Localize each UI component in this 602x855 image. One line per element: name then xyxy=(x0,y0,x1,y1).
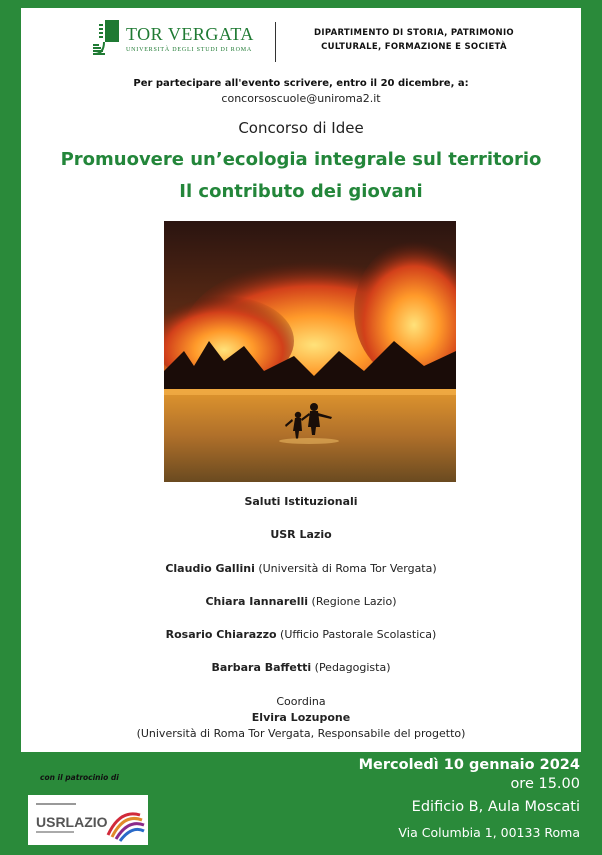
usr-lazio-label: USR Lazio xyxy=(270,528,332,541)
contest-label: Concorso di Idee xyxy=(238,119,364,137)
usr-logo-text: USRLAZIO xyxy=(36,814,108,830)
event-date: Mercoledì 10 gennaio 2024 xyxy=(358,757,580,773)
event-time: ore 15.00 xyxy=(510,776,580,792)
tor-vergata-logo-icon xyxy=(91,20,119,56)
university-name: TOR VERGATA xyxy=(126,24,254,44)
invite-text: Per partecipare all'evento scrivere, entro il 20 dicembre, a: xyxy=(133,78,469,89)
department-line-1: DIPARTIMENTO DI STORIA, PATRIMONIO xyxy=(314,28,514,38)
event-venue: Edificio B, Aula Moscati xyxy=(411,799,580,815)
speaker-3 xyxy=(21,628,581,641)
patronage-label: con il patrocinio di xyxy=(40,773,119,782)
usr-lazio-logo xyxy=(28,795,148,845)
speaker-4-affiliation: (Pedagogista) xyxy=(311,661,391,674)
usr-lazio-logo-icon xyxy=(28,795,148,845)
poster-card xyxy=(21,8,581,752)
moderator-affiliation: (Università di Roma Tor Vergata, Responsabile del progetto) xyxy=(136,727,466,740)
university-subtitle: UNIVERSITÀ DEGLI STUDI DI ROMA xyxy=(126,47,252,53)
speaker-4 xyxy=(21,661,581,674)
event-title-line-1: Promuovere un’ecologia integrale sul territorio xyxy=(60,149,542,170)
speaker-4-name: Barbara Baffetti xyxy=(211,661,312,674)
event-title-line-2: Il contributo dei giovani xyxy=(179,181,423,202)
speaker-3-name: Rosario Chiarazzo xyxy=(165,628,277,641)
speaker-1-affiliation: (Università di Roma Tor Vergata) xyxy=(254,562,437,575)
moderator-label: Coordina xyxy=(276,695,326,708)
department-name xyxy=(289,26,539,54)
speaker-1 xyxy=(21,562,581,575)
contact-email: concorsoscuole@uniroma2.it xyxy=(221,92,381,105)
header-divider xyxy=(275,22,276,62)
speaker-2-name: Chiara Iannarelli xyxy=(205,595,309,608)
greetings-heading: Saluti Istituzionali xyxy=(244,495,358,508)
moderator-name: Elvira Lozupone xyxy=(251,711,351,724)
speaker-3-affiliation: (Ufficio Pastorale Scolastica) xyxy=(276,628,437,641)
header xyxy=(21,8,581,74)
speaker-1-name: Claudio Gallini xyxy=(165,562,255,575)
speaker-2-affiliation: (Regione Lazio) xyxy=(308,595,397,608)
department-line-2: CULTURALE, FORMAZIONE E SOCIETÀ xyxy=(321,42,507,52)
speaker-2 xyxy=(21,595,581,608)
event-address: Via Columbia 1, 00133 Roma xyxy=(398,825,580,840)
wildfire-photo xyxy=(164,221,456,482)
